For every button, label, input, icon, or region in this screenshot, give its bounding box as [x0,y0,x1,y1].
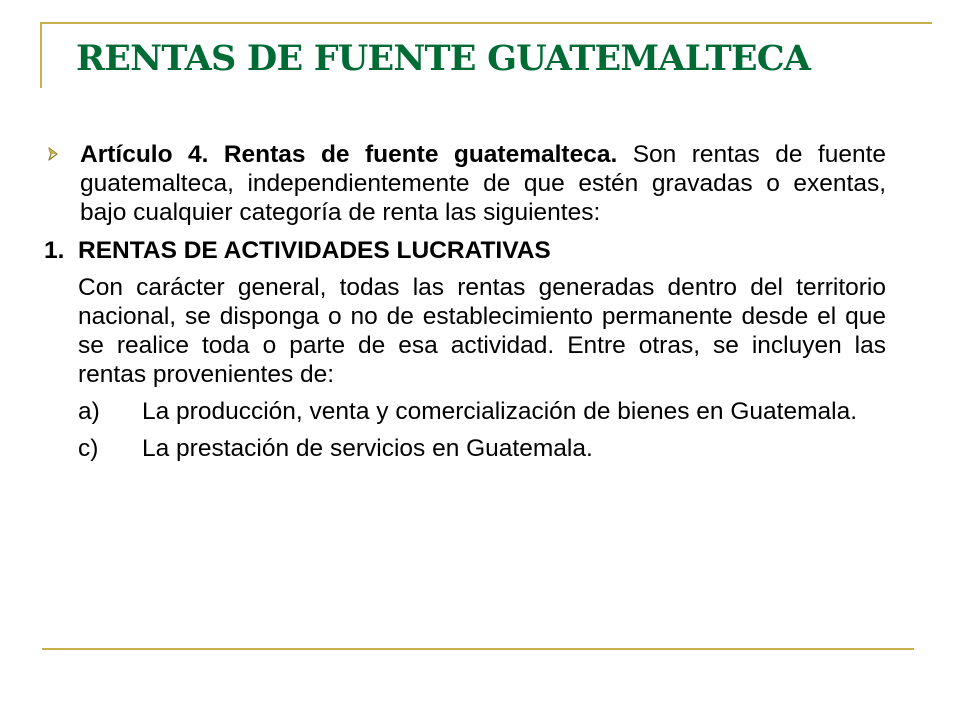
list-item-marker: a) [78,398,100,425]
list-item [78,434,912,463]
article-lead: Artículo 4. Rentas de fuente guatemalteca. [80,141,618,168]
left-divider-line [40,22,42,88]
slide-title: RENTAS DE FUENTE GUATEMALTECA [76,38,811,79]
arrow-bullet-icon [44,140,80,169]
slide-body [44,140,912,463]
list-item-marker: c) [78,435,99,462]
article-text: Son rentas de fuente guatemalteca, independientemente de que estén gravadas o exentas, bajo cualquier categoría de renta las siguientes: [80,141,887,226]
intro-bullet [44,140,912,227]
intro-text [80,140,886,227]
top-divider-line [40,22,932,24]
section-number: 1. [44,237,65,264]
section-heading-row [44,236,912,265]
section-heading: RENTAS DE ACTIVIDADES LUCRATIVAS [78,237,551,264]
section-paragraph: Con carácter general, todas las rentas generadas dentro del territorio nacional, se disponga o no de establecimiento permanente desde el que se realice toda o parte de esa actividad. Entre otras, se incluyen las rentas provenientes de: [78,274,886,388]
list-item-text: La prestación de servicios en Guatemala. [142,435,593,462]
list-item [78,397,912,426]
list-item-text: La producción, venta y comercialización de bienes en Guatemala. [142,398,857,425]
bottom-divider-line [42,648,914,650]
